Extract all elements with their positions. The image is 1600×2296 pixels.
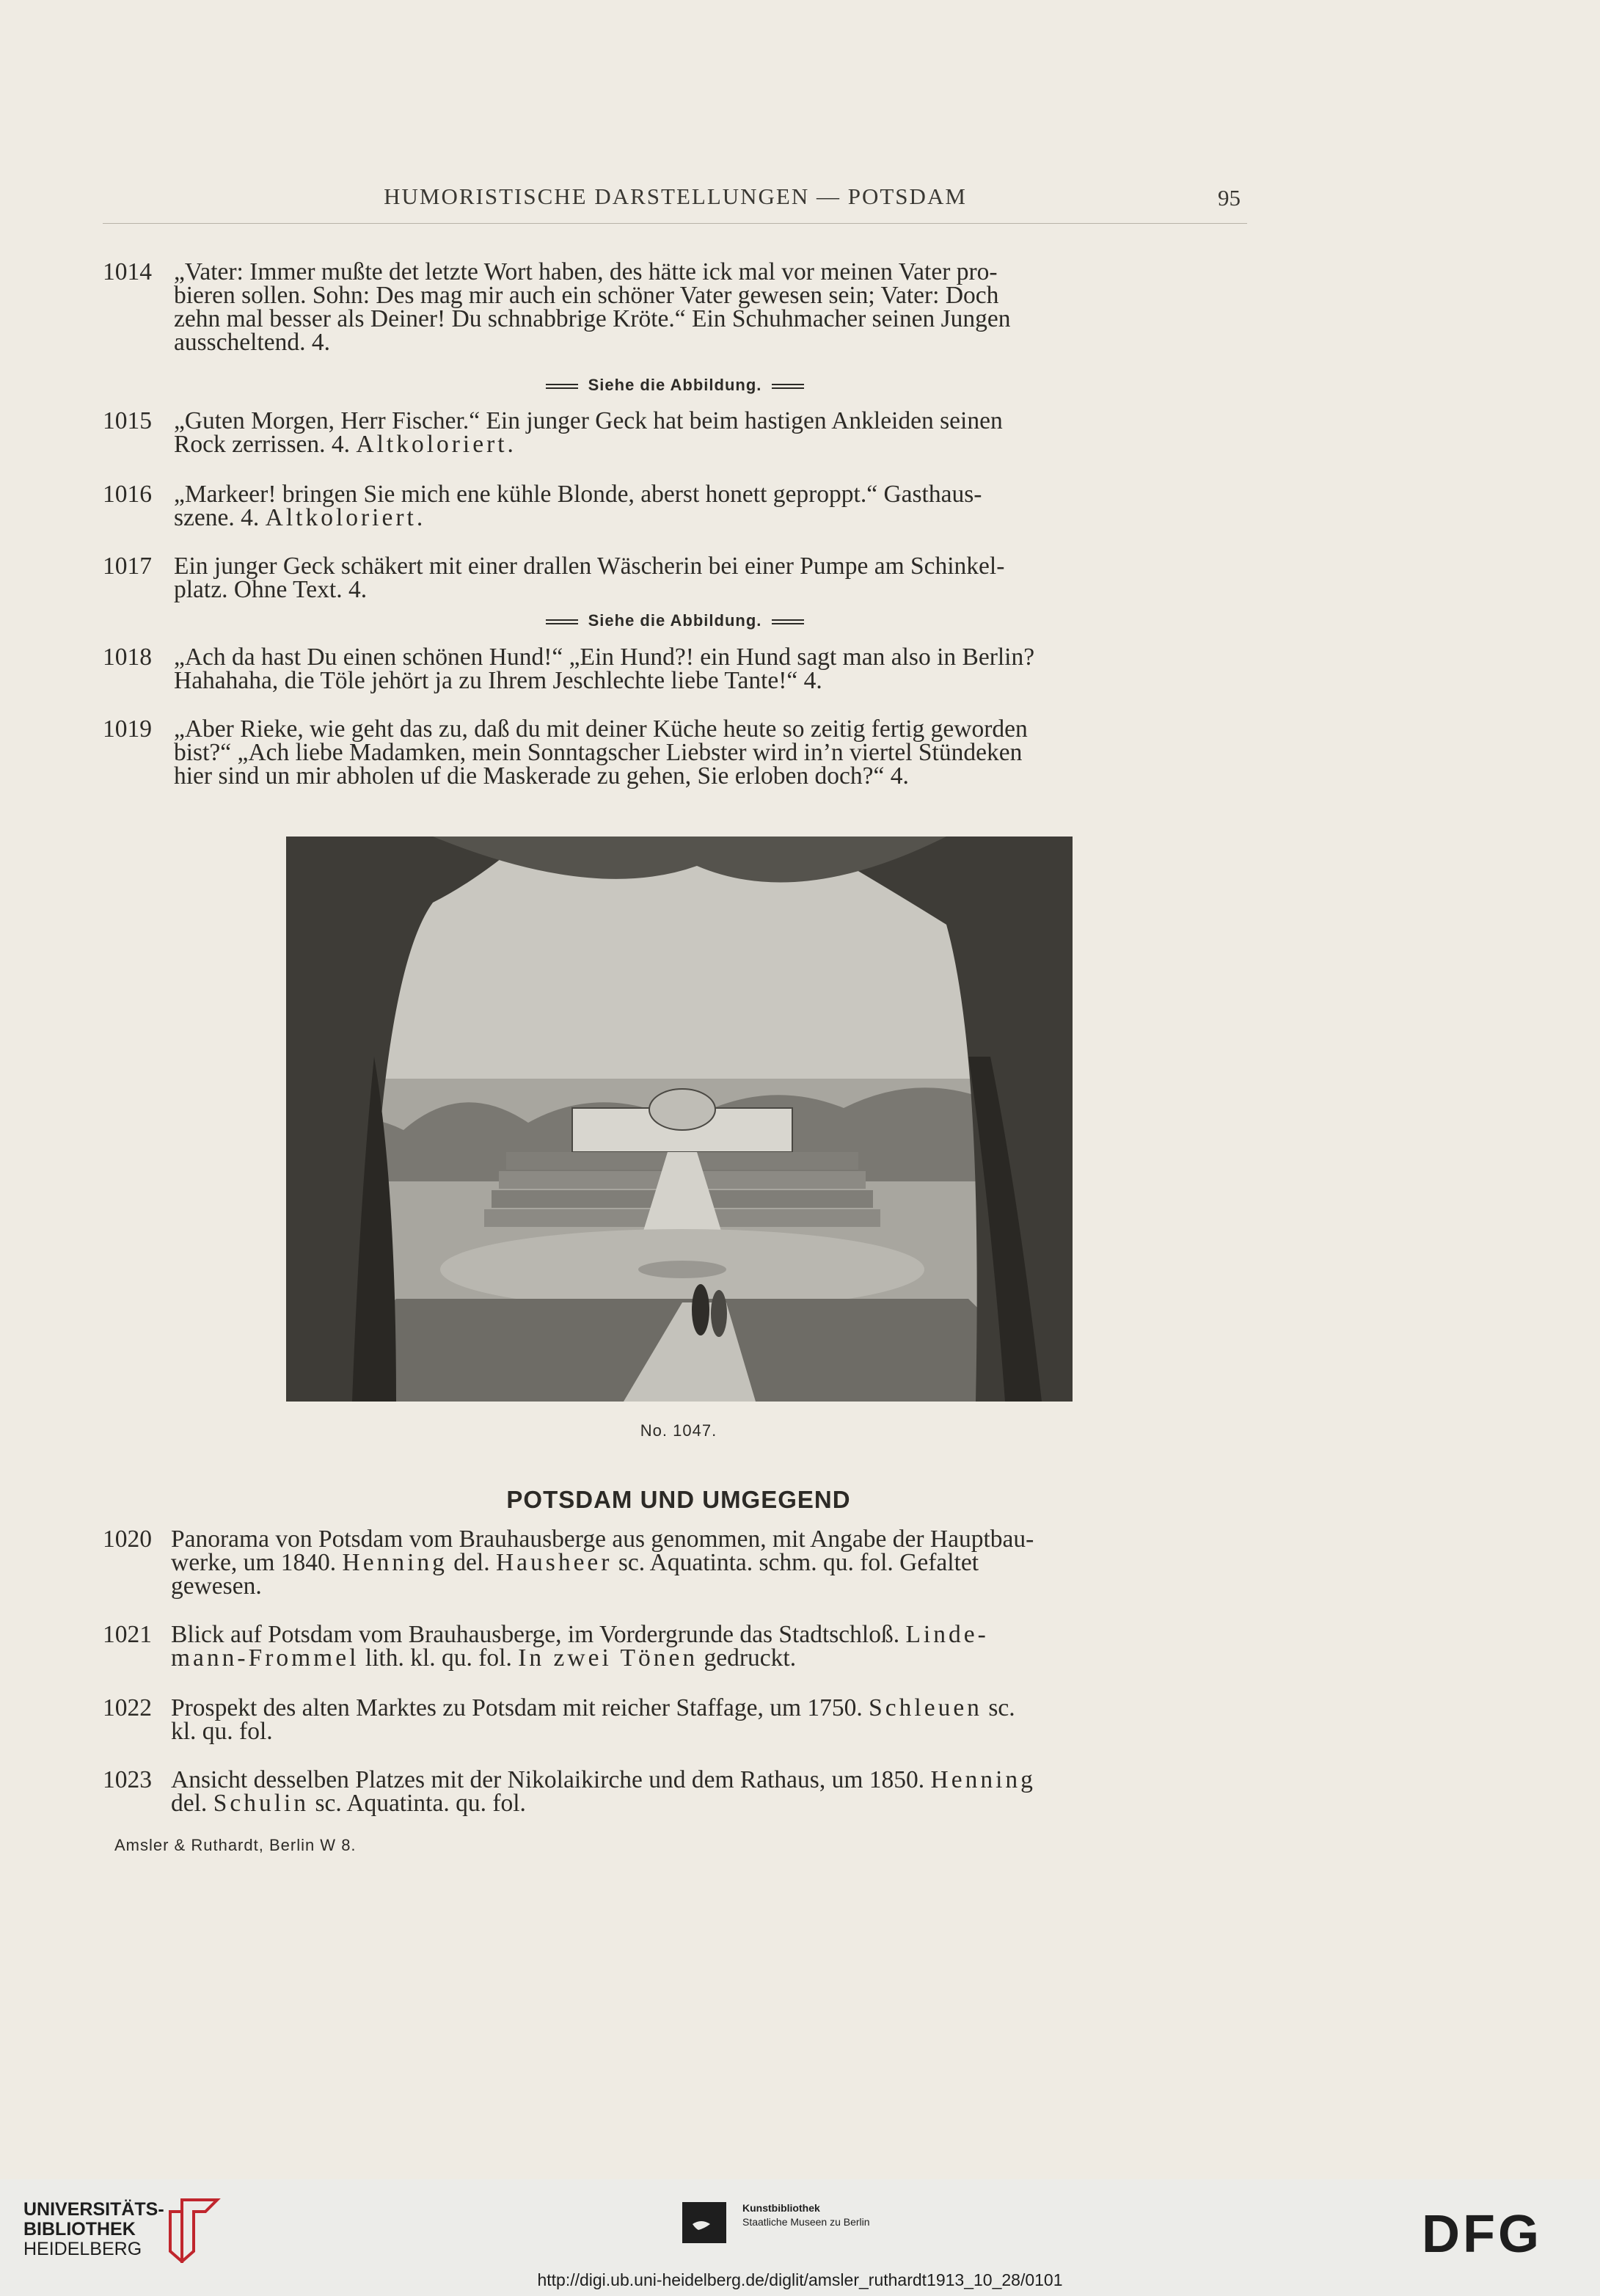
- entry-number: 1017: [103, 553, 152, 580]
- entry-text: lith. kl. qu. fol.: [365, 1644, 512, 1672]
- entry-line: szene. 4.: [174, 504, 260, 531]
- ub-logo-line: BIBLIOTHEK: [23, 2219, 136, 2239]
- catalogue-entry-1015: [103, 409, 1247, 456]
- kb-line: Staatliche Museen zu Berlin: [742, 2216, 870, 2228]
- see-illustration-note: [0, 376, 1350, 395]
- entry-number: 1022: [103, 1694, 152, 1721]
- entry-text: sc.: [988, 1694, 1015, 1721]
- entry-number: 1018: [103, 644, 152, 671]
- ub-logo-line: HEIDELBERG: [23, 2239, 142, 2259]
- entry-line: Panorama von Potsdam vom Brauhausberge aus genommen, mit Angabe der Hauptbau-: [171, 1526, 1034, 1553]
- artist-name: Linde-: [905, 1621, 989, 1648]
- kunstbibliothek-label[interactable]: [742, 2201, 870, 2229]
- catalogue-entry-1021: [103, 1623, 1247, 1670]
- entry-line: platz. Ohne Text. 4.: [174, 576, 368, 603]
- entry-line: zehn mal besser als Deiner! Du schnabbrige Kröte.“ Ein Schuhmacher seinen Jungen: [174, 305, 1011, 332]
- catalogue-entry-1022: [103, 1694, 1247, 1745]
- catalogue-entry-1016: [103, 483, 1247, 530]
- double-rule-right: [772, 384, 804, 389]
- entry-number: 1016: [103, 481, 152, 508]
- permalink-url[interactable]: http://digi.ub.uni-heidelberg.de/diglit/amsler_ruthardt1913_10_28/0101: [537, 2270, 1063, 2289]
- entry-text: del.: [453, 1549, 490, 1576]
- entry-number: 1019: [103, 715, 152, 743]
- artist-name: mann-Frommel: [171, 1644, 359, 1672]
- ub-logo-line: UNIVERSITÄTS-: [23, 2199, 164, 2220]
- entry-text: sc. Aquatinta. qu. fol.: [315, 1790, 526, 1817]
- page-number: 95: [1218, 185, 1241, 211]
- entry-line: ausscheltend. 4.: [174, 329, 331, 356]
- entry-date: werke, um 1840.: [171, 1549, 337, 1576]
- artist-name: Henning: [930, 1766, 1036, 1793]
- entry-line: bieren sollen. Sohn: Des mag mir auch ein schöner Vater gewesen sein; Vater: Doch: [174, 282, 999, 309]
- entry-line: bist?“ „Ach liebe Madamken, mein Sonntagscher Liebster wird in’n viertel Stündeken: [174, 739, 1023, 766]
- double-rule-left: [546, 384, 578, 389]
- technique-note: In zwei Tönen: [518, 1644, 698, 1672]
- see-illustration-label: Siehe die Abbildung.: [588, 376, 762, 394]
- artist-name: Henning: [342, 1549, 448, 1576]
- running-head: HUMORISTISCHE DARSTELLUNGEN — POTSDAM: [384, 183, 967, 209]
- entry-text: del.: [171, 1790, 208, 1817]
- catalogue-entry-1014: [103, 260, 1247, 354]
- entry-line: „Ach da hast Du einen schönen Hund!“ „Ein Hund?! ein Hund sagt man also in Berlin?: [174, 644, 1035, 671]
- section-heading: POTSDAM UND UMGEGEND: [506, 1486, 851, 1513]
- entry-number: 1020: [103, 1526, 152, 1553]
- entry-line: Hahahaha, die Töle jehört ja zu Ihrem Jeschlechte liebe Tante!“ 4.: [174, 667, 822, 694]
- illustration-sanssouci: [286, 837, 1073, 1402]
- publisher-imprint: Amsler & Ruthardt, Berlin W 8.: [114, 1836, 357, 1854]
- entry-line: kl. qu. fol.: [171, 1718, 273, 1745]
- entry-line: „Vater: Immer mußte det letzte Wort haben, des hätte ick mal vor meinen Vater pro-: [174, 258, 998, 285]
- terrace-garden-illustration: [286, 837, 1073, 1402]
- catalogue-entry-1020: [103, 1528, 1247, 1598]
- kb-line: Kunstbibliothek: [742, 2202, 820, 2214]
- entry-line: hier sind un mir abholen uf die Maskerade zu gehen, Sie erloben doch?“ 4.: [174, 762, 909, 790]
- double-rule-right: [772, 619, 804, 624]
- header-rule: [103, 223, 1247, 224]
- catalogue-entry-1023: [103, 1768, 1247, 1815]
- see-illustration-note: [0, 611, 1350, 630]
- kunstbibliothek-logo-icon: [682, 2202, 726, 2243]
- ub-heidelberg-mark-icon: [160, 2195, 222, 2263]
- entry-number: 1015: [103, 407, 152, 434]
- engraver-name: Schulin: [213, 1790, 310, 1817]
- entry-text: sc. Aquatinta. schm. qu. fol. Gefaltet: [618, 1549, 979, 1576]
- entry-line: gewesen.: [171, 1572, 262, 1600]
- catalogue-entry-1019: [103, 715, 1247, 790]
- dfg-logo[interactable]: DFG: [1422, 2205, 1542, 2264]
- entry-number: 1021: [103, 1621, 152, 1648]
- entry-line: Ein junger Geck schäkert mit einer drallen Wäscherin bei einer Pumpe am Schinkel-: [174, 553, 1005, 580]
- entry-number: 1023: [103, 1766, 152, 1793]
- entry-line: „Aber Rieke, wie geht das zu, daß du mit deiner Küche heute so zeitig fertig geworden: [174, 715, 1028, 743]
- engraver-name: Hausheer: [495, 1549, 613, 1576]
- double-rule-left: [546, 619, 578, 624]
- ub-heidelberg-logo[interactable]: [23, 2200, 164, 2259]
- entry-text: Prospekt des alten Marktes zu Potsdam mit reicher Staffage, um 1750.: [171, 1694, 863, 1721]
- catalogue-entry-1017: [103, 555, 1247, 602]
- entry-line: „Guten Morgen, Herr Fischer.“ Ein junger Geck hat beim hastigen Ankleiden seinen: [174, 407, 1003, 434]
- see-illustration-label: Siehe die Abbildung.: [588, 611, 762, 630]
- coloring-note: Altkoloriert.: [265, 504, 426, 531]
- entry-line: Rock zerrissen. 4.: [174, 431, 351, 458]
- entry-number: 1014: [103, 258, 152, 285]
- engraver-name: Schleuen: [869, 1694, 982, 1721]
- catalogue-entry-1018: [103, 646, 1247, 693]
- entry-text: Ansicht desselben Platzes mit der Nikolaikirche und dem Rathaus, um 1850.: [171, 1766, 925, 1793]
- entry-line: „Markeer! bringen Sie mich ene kühle Blonde, aberst honett geproppt.“ Gasthaus-: [174, 481, 982, 508]
- figure-caption: No. 1047.: [640, 1421, 717, 1440]
- entry-text: Blick auf Potsdam vom Brauhausberge, im Vordergrunde das Stadtschloß.: [171, 1621, 900, 1648]
- coloring-note: Altkoloriert.: [356, 431, 516, 458]
- entry-text: gedruckt.: [704, 1644, 797, 1672]
